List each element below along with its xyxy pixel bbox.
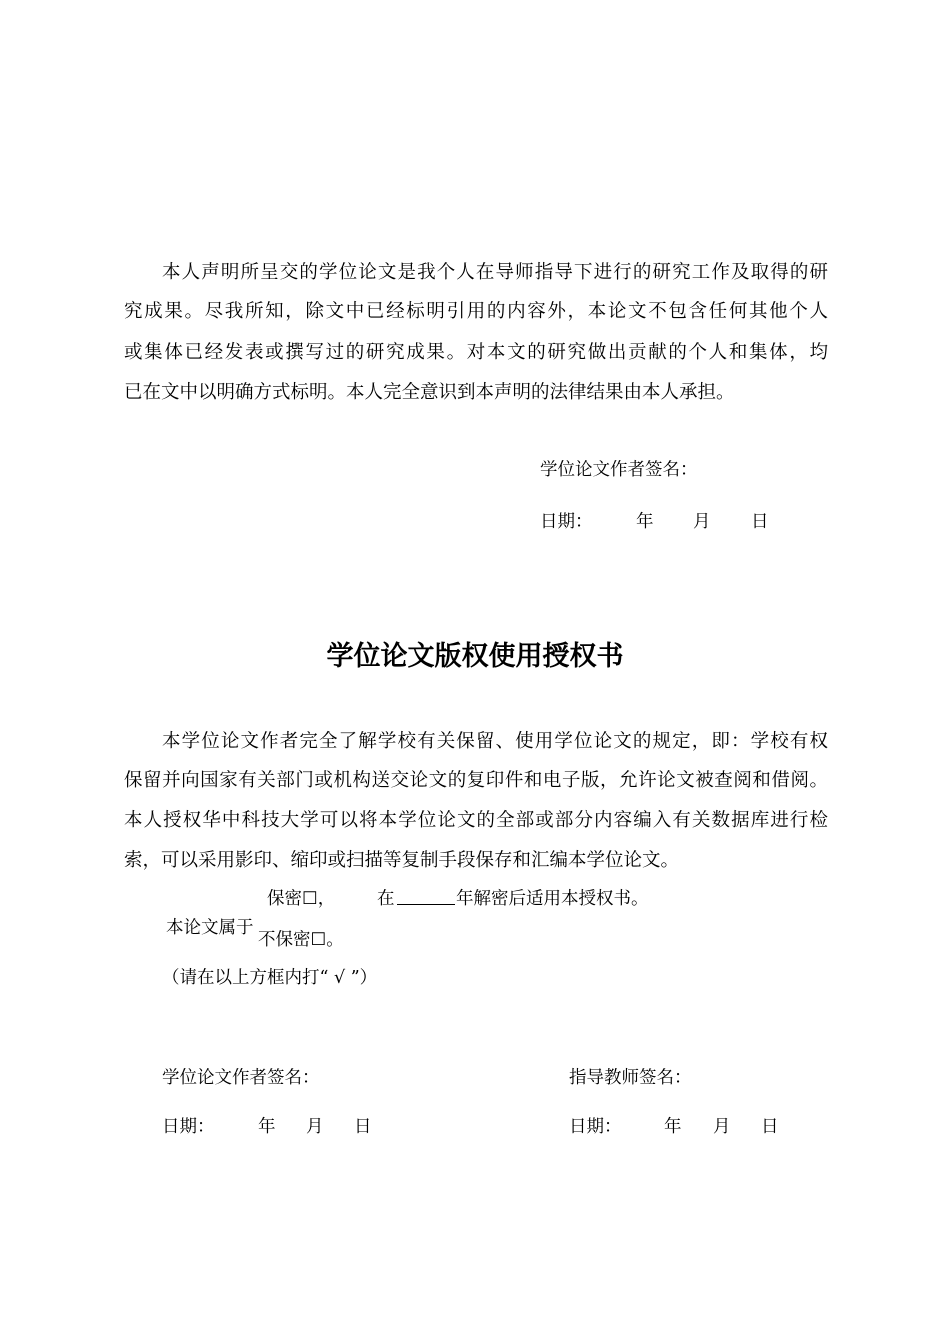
declaration-line-3: 或集体已经发表或撰写过的研究成果。对本文的研究做出贡献的个人和集体，均 xyxy=(124,342,828,363)
checkmark-note: （请在以上方框内打“ √ ”） xyxy=(162,968,378,988)
authorization-line-2: 保留并向国家有关部门或机构送交论文的复印件和电子版，允许论文被查阅和借阅。 xyxy=(124,770,828,791)
author-month-label: 月 xyxy=(306,1117,324,1137)
author-signature-label: 学位论文作者签名： xyxy=(162,1068,320,1088)
not-secret-option: 不保密☐。 xyxy=(258,930,344,950)
author-date-label: 日期： xyxy=(162,1117,215,1137)
secret-suffix: 年解密后适用本授权书。 xyxy=(456,889,649,909)
authorization-line-1: 本学位论文作者完全了解学校有关保留、使用学位论文的规定，即：学校有权 xyxy=(162,731,828,752)
declaration-month-label: 月 xyxy=(693,512,711,532)
declaration-date-label: 日期： xyxy=(540,512,593,532)
advisor-date-label: 日期： xyxy=(569,1117,622,1137)
page-title: 学位论文版权使用授权书 xyxy=(326,641,624,672)
declaration-signature-label: 学位论文作者签名： xyxy=(540,460,698,480)
advisor-year-label: 年 xyxy=(664,1117,682,1137)
authorization-line-3: 本人授权华中科技大学可以将本学位论文的全部或部分内容编入有关数据库进行检 xyxy=(124,810,828,831)
declaration-line-4: 已在文中以明确方式标明。本人完全意识到本声明的法律结果由本人承担。 xyxy=(124,382,735,403)
secret-option: 保密☐， xyxy=(267,889,336,909)
author-day-label: 日 xyxy=(354,1117,372,1137)
secret-year-blank[interactable] xyxy=(397,888,455,905)
advisor-signature-label: 指导教师签名： xyxy=(569,1068,692,1088)
advisor-month-label: 月 xyxy=(713,1117,731,1137)
belongs-label: 本论文属于 xyxy=(166,918,254,938)
declaration-year-label: 年 xyxy=(636,512,654,532)
declaration-day-label: 日 xyxy=(751,512,769,532)
author-year-label: 年 xyxy=(258,1117,276,1137)
authorization-line-4: 索，可以采用影印、缩印或扫描等复制手段保存和汇编本学位论文。 xyxy=(124,850,680,871)
secret-in-label: 在 xyxy=(377,889,395,909)
declaration-line-2: 究成果。尽我所知，除文中已经标明引用的内容外，本论文不包含任何其他个人 xyxy=(124,301,828,322)
advisor-day-label: 日 xyxy=(761,1117,779,1137)
declaration-line-1: 本人声明所呈交的学位论文是我个人在导师指导下进行的研究工作及取得的研 xyxy=(162,262,828,283)
